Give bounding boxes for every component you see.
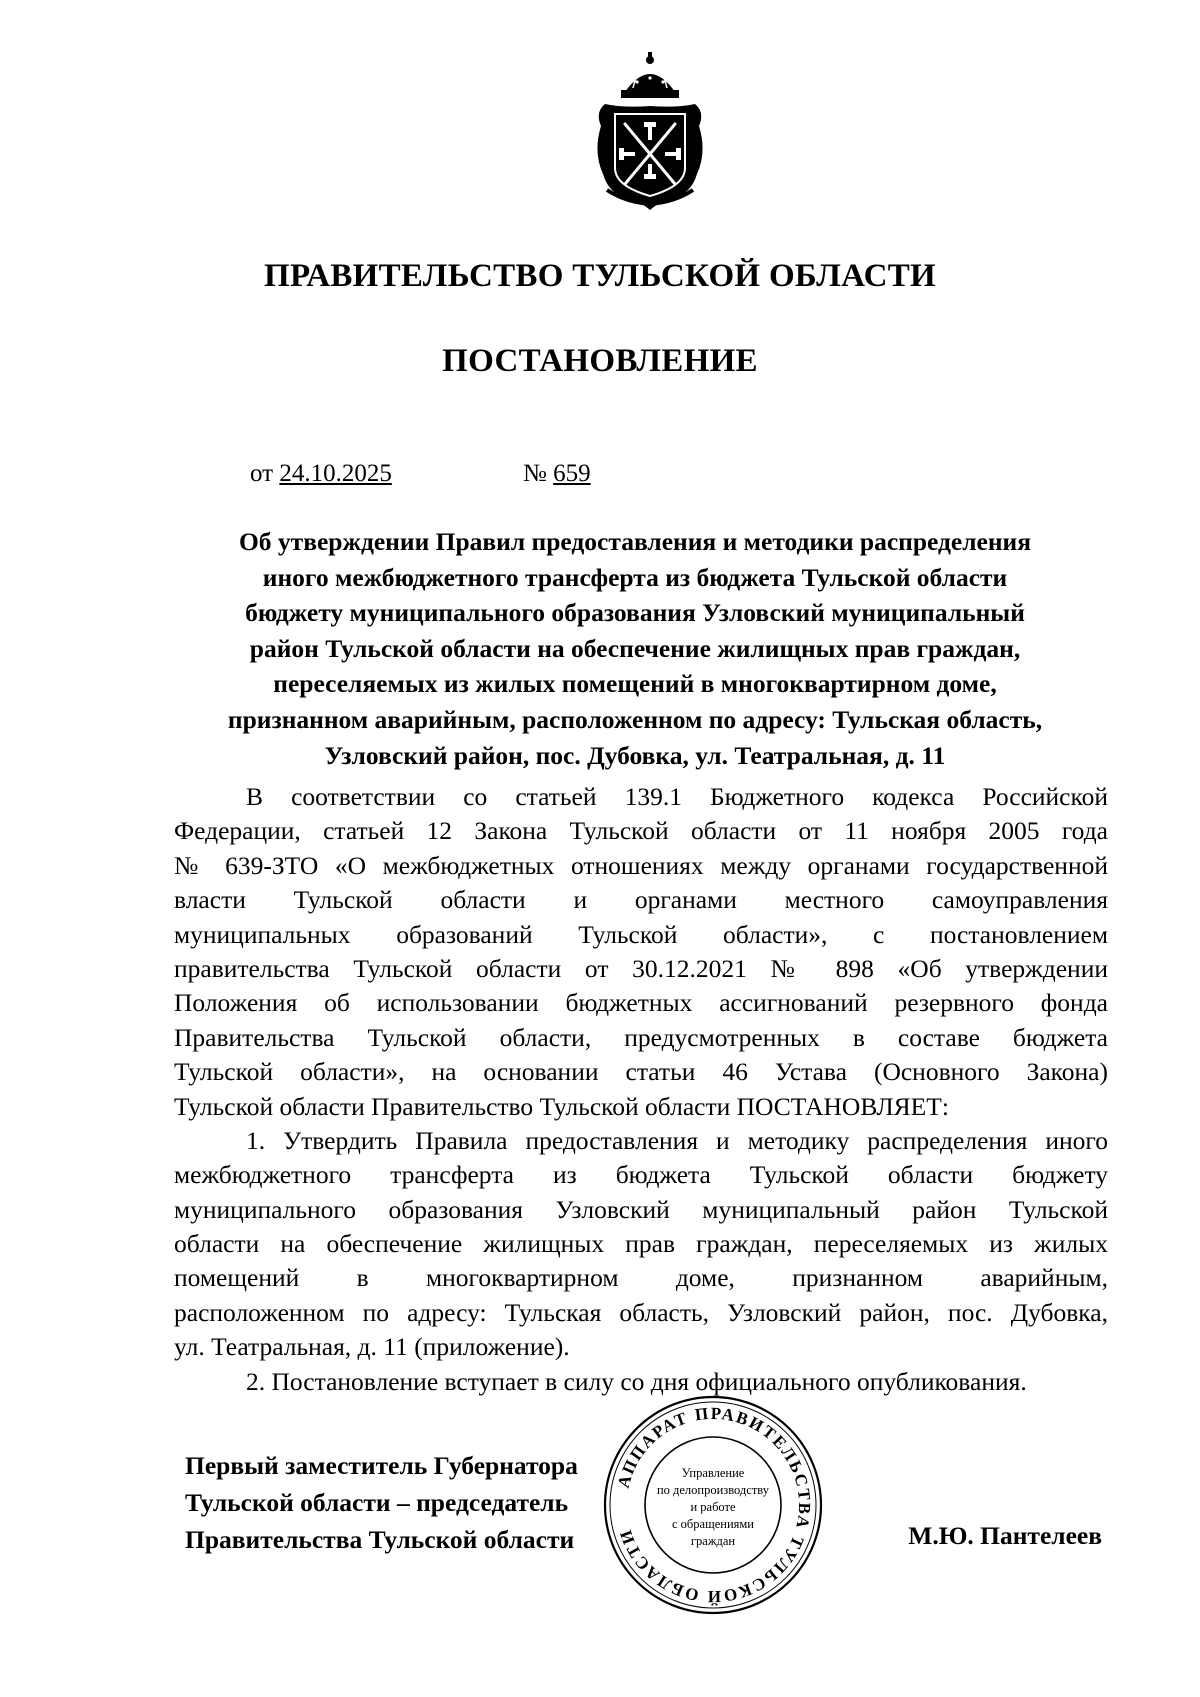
stamp-center-line: Управление bbox=[681, 1466, 745, 1480]
document-type: ПОСТАНОВЛЕНИЕ bbox=[442, 343, 758, 379]
stamp-center-line: по делопроизводству bbox=[656, 1483, 770, 1497]
body-line: Правительства Тульской области, предусмотренных в составе бюджета bbox=[174, 1022, 1108, 1052]
body-line: муниципальных образований Тульской области», с постановлением bbox=[174, 919, 1108, 949]
body-line: Тульской области Правительство Тульской области ПОСТАНОВЛЯЕТ: bbox=[174, 1091, 949, 1121]
body-line: Положения об использовании бюджетных ассигнований резервного фонда bbox=[174, 988, 1108, 1018]
organization-name: ПРАВИТЕЛЬСТВО ТУЛЬСКОЙ ОБЛАСТИ bbox=[264, 258, 936, 294]
subject-line: признанном аварийным, расположенном по адресу: Тульская область, bbox=[227, 704, 1043, 734]
body-line: ул. Театральная, д. 11 (приложение). bbox=[174, 1332, 570, 1362]
subject-line: бюджету муниципального образования Узловский муниципальный bbox=[245, 598, 1025, 628]
coat-of-arms-icon bbox=[585, 52, 715, 212]
body-line: помещений в многоквартирном доме, признанном аварийным, bbox=[174, 1263, 1108, 1293]
body-line: области на обеспечение жилищных прав граждан, переселяемых из жилых bbox=[174, 1229, 1108, 1259]
subject-line: Узловский район, пос. Дубовка, ул. Театральная, д. 11 bbox=[324, 740, 946, 770]
body-line: Тульской области», на основании статьи 46 Устава (Основного Закона) bbox=[174, 1057, 1108, 1087]
body-line: 1. Утвердить Правила предоставления и методику распределения иного bbox=[246, 1125, 1108, 1155]
body-line: В соответствии со статьей 139.1 Бюджетного кодекса Российской bbox=[246, 782, 1108, 811]
subject-line: переселяемых из жилых помещений в многоквартирном доме, bbox=[273, 669, 997, 699]
document-body bbox=[174, 780, 1108, 1399]
number-value: 659 bbox=[553, 460, 591, 487]
crown-icon bbox=[621, 52, 679, 98]
signatory-position-line: Тульской области – председатель bbox=[185, 1488, 569, 1517]
signatory-name: М.Ю. Пантелеев bbox=[908, 1521, 1102, 1550]
document-date bbox=[250, 460, 392, 488]
date-value: 24.10.2025 bbox=[279, 460, 392, 487]
date-prefix: от bbox=[250, 460, 274, 487]
subject-line: Об утверждении Правил предоставления и методики распределения bbox=[238, 527, 1032, 556]
body-line: расположенном по адресу: Тульская область, Узловский район, пос. Дубовка, bbox=[174, 1297, 1108, 1327]
subject-line: иного межбюджетного трансферта из бюджета Тульской области bbox=[262, 562, 1008, 592]
body-line: правительства Тульской области от 30.12.2021 № 898 «Об утверждении bbox=[174, 953, 1108, 983]
stamp-center-line: и работе bbox=[690, 1500, 736, 1514]
number-prefix: № bbox=[523, 460, 547, 487]
body-line: 2. Постановление вступает в силу со дня официального опубликования. bbox=[246, 1366, 1027, 1396]
body-line: межбюджетного трансферта из бюджета Тульской области бюджету bbox=[174, 1160, 1108, 1190]
stamp-center-line: с обращениями bbox=[672, 1517, 754, 1531]
signatory-position bbox=[185, 1447, 578, 1558]
body-line: муниципального образования Узловский муниципальный район Тульской bbox=[174, 1194, 1108, 1224]
subject-line: район Тульской области на обеспечение жилищных прав граждан, bbox=[249, 633, 1021, 663]
body-line: Федерации, статьей 12 Закона Тульской области от 11 ноября 2005 года bbox=[174, 816, 1108, 846]
official-stamp bbox=[598, 1390, 828, 1620]
document-number bbox=[523, 460, 591, 488]
signatory-position-line: Правительства Тульской области bbox=[185, 1525, 575, 1554]
signatory-position-line: Первый заместитель Губернатора bbox=[185, 1451, 578, 1480]
body-line: власти Тульской области и органами местного самоуправления bbox=[174, 885, 1108, 915]
body-line: № 639-ЗТО «О межбюджетных отношениях между органами государственной bbox=[174, 850, 1108, 880]
stamp-ring-text: АППАРАТ ПРАВИТЕЛЬСТВА ТУЛЬСКОЙ ОБЛАСТИ bbox=[613, 1403, 815, 1607]
document-subject bbox=[170, 524, 1100, 773]
stamp-center-line: граждан bbox=[690, 1534, 736, 1548]
